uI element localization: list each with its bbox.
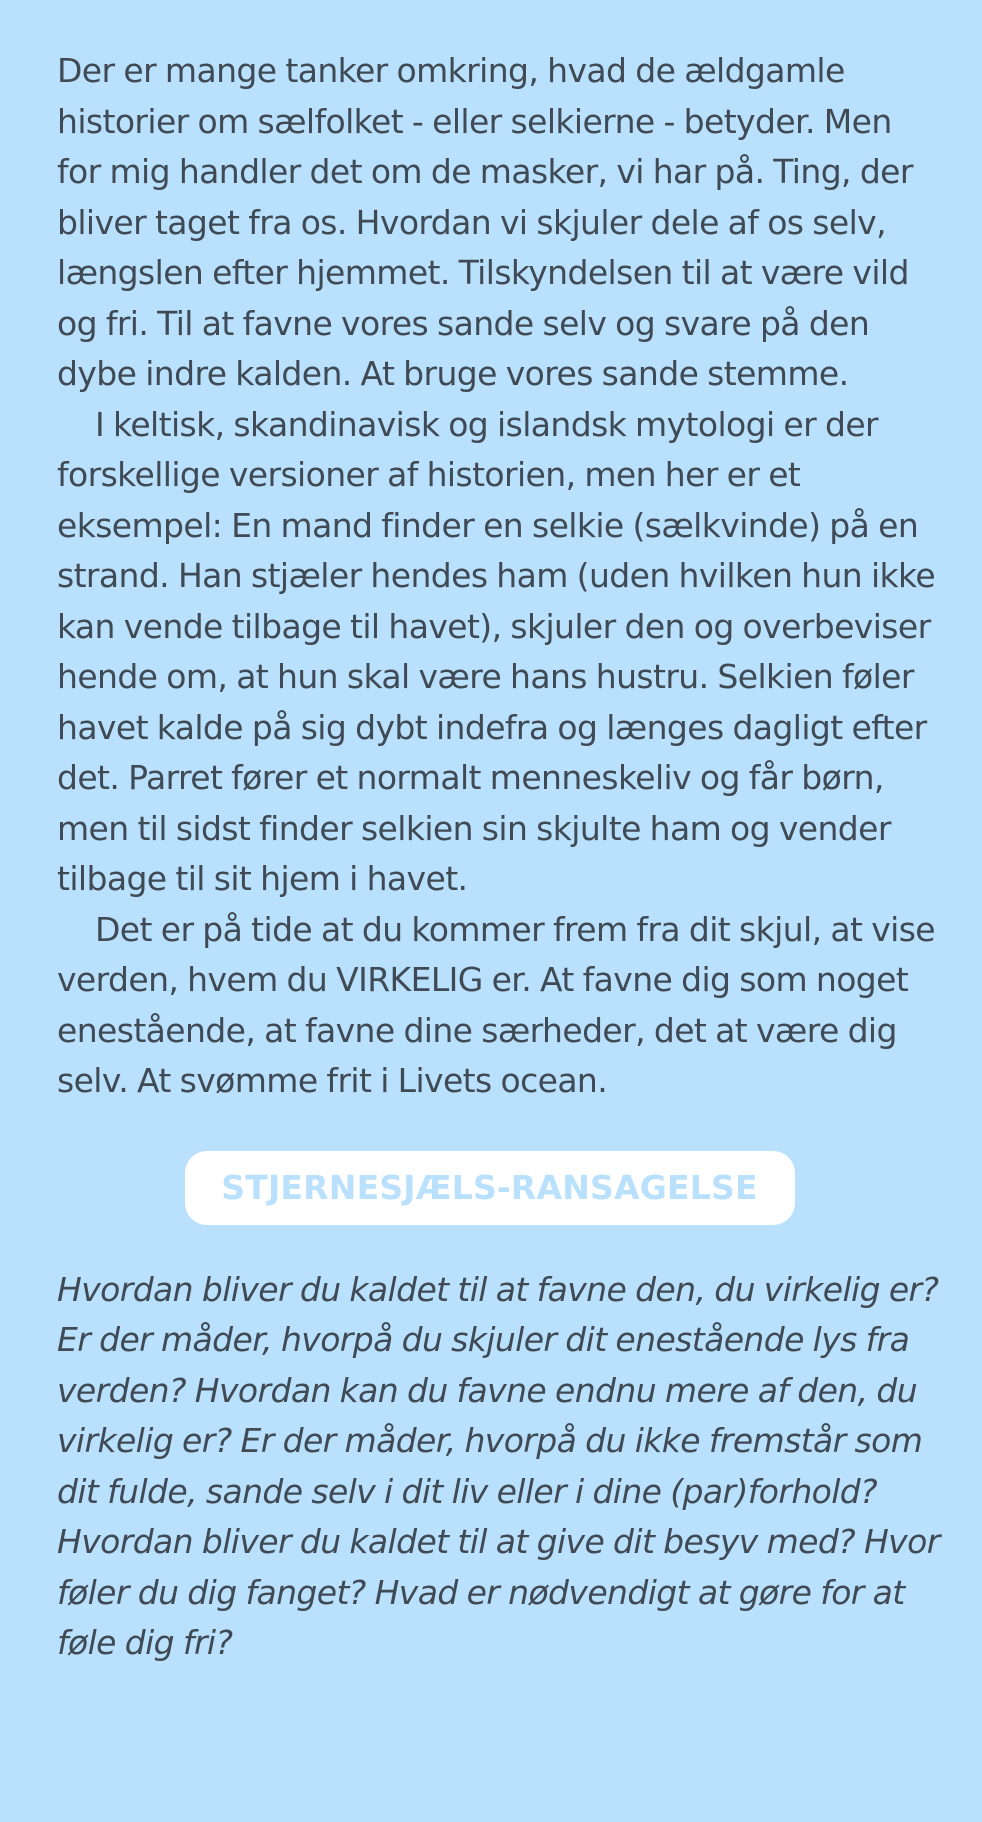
body-text — [57, 46, 942, 1107]
paragraph-myth: I keltisk, skandinavisk og islandsk mytologi er der forskellige versioner af historien, men her er et eksempel: En mand finder en selkie (sælkvinde) på en strand. Han stjæler hendes ham (uden hvilken hun ikke kan vende tilbage til havet), skjuler den og overbeviser hende om, at hun skal være hans hustru. Selkien føler havet kalde på sig dybt indefra og længes dagligt efter det. Parret fører et normalt menneskeliv og får børn, men til sidst finder selkien sin skjulte ham og vender tilbage til sit hjem i havet. — [57, 404, 936, 898]
paragraph-intro: Der er mange tanker omkring, hvad de ældgamle historier om sælfolket - eller selkierne - betyder. Men for mig handler det om de masker, vi har på. Ting, der bliver taget fra os. Hvordan vi skjuler dele af os selv, længslen efter hjemmet. Tilskyndelsen til at være vild og fri. Til at favne vores sande selv og svare på den dybe indre kalden. At bruge vores sande stemme. — [57, 51, 913, 393]
paragraph-call: Det er på tide at du kommer frem fra dit skjul, at vise verden, hvem du VIRKELIG er. At favne dig som noget enestående, at favne dine særheder, det at være dig selv. At svømme frit i Livets ocean. — [57, 909, 936, 1100]
reflection-questions: Hvordan bliver du kaldet til at favne den, du virkelig er? Er der måder, hvorpå du skjuler dit enestående lys fra verden? Hvordan kan du favne endnu mere af den, du virkelig er? Er der måder, hvorpå du ikke fremstår som dit fulde, sande selv i dit liv eller i dine (par)forhold? Hvordan bliver du kaldet til at give dit besyv med? Hvor føler du dig fanget? Hvad er nødvendigt at gøre for at føle dig fri? — [57, 1269, 940, 1662]
section-label: STJERNESJÆLS-RANSAGELSE — [185, 1151, 795, 1225]
section-label-wrap — [57, 1151, 942, 1225]
